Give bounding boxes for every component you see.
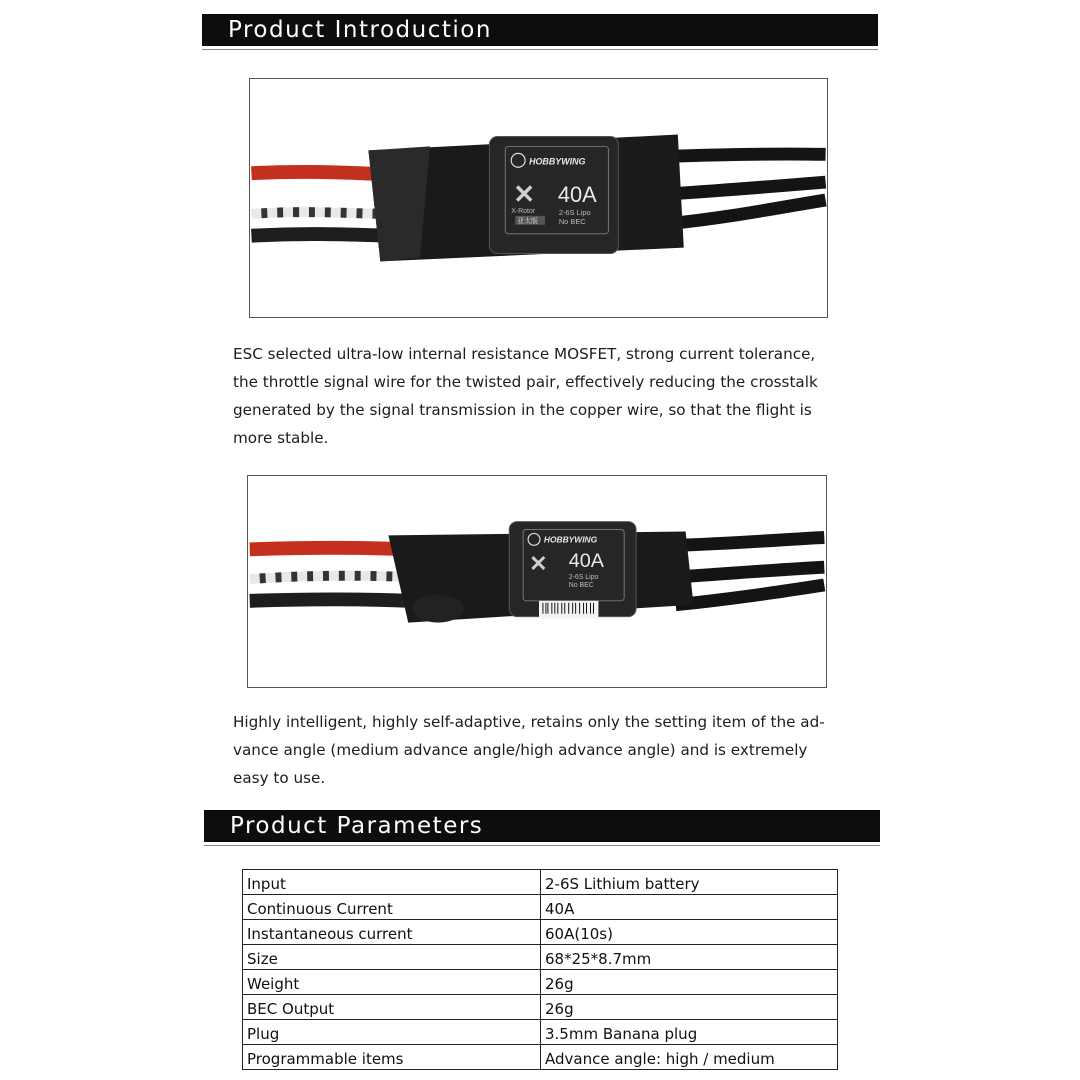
section-header-parameters <box>204 810 880 842</box>
param-key: BEC Output <box>243 995 541 1020</box>
intro-paragraph-2 <box>233 708 853 792</box>
section-title: Product Introduction <box>228 17 492 43</box>
param-value: 2-6S Lithium battery <box>541 870 838 895</box>
product-photo-top <box>249 78 828 318</box>
parameters-table <box>242 869 838 1070</box>
param-key: Continuous Current <box>243 895 541 920</box>
param-key: Programmable items <box>243 1045 541 1070</box>
text-line: vance angle (medium advance angle/high advance angle) and is extremely <box>233 741 808 759</box>
text-line: ESC selected ultra-low internal resistance MOSFET, strong current tolerance, <box>233 345 816 363</box>
text-line: generated by the signal transmission in the copper wire, so that the flight is <box>233 401 812 419</box>
region-tag: 亚太版 <box>517 216 538 225</box>
param-key: Size <box>243 945 541 970</box>
param-value: Advance angle: high / medium <box>541 1045 838 1070</box>
table-row <box>243 945 838 970</box>
intro-paragraph-1 <box>233 340 853 452</box>
text-line: easy to use. <box>233 769 326 787</box>
rating-text-2: 40A <box>568 550 604 573</box>
table-row <box>243 1020 838 1045</box>
svg-text:✕: ✕ <box>529 551 548 577</box>
spec-text-1b: No BEC <box>558 216 586 226</box>
text-line: Highly intelligent, highly self-adaptive, retains only the setting item of the ad- <box>233 713 825 731</box>
param-value: 26g <box>541 995 838 1020</box>
table-row <box>243 1045 838 1070</box>
param-key: Plug <box>243 1020 541 1045</box>
param-key: Instantaneous current <box>243 920 541 945</box>
param-value: 60A(10s) <box>541 920 838 945</box>
rating-text-1: 40A <box>557 181 597 207</box>
text-line: the throttle signal wire for the twisted pair, effectively reducing the crosstalk <box>233 373 818 391</box>
brand-text-1: HOBBYWING <box>529 156 586 167</box>
product-photo-angled <box>247 475 827 688</box>
table-row <box>243 895 838 920</box>
text-line: more stable. <box>233 429 329 447</box>
param-value: 26g <box>541 970 838 995</box>
esc-illustration <box>250 79 827 317</box>
section-header-introduction <box>202 14 878 46</box>
param-value: 68*25*8.7mm <box>541 945 838 970</box>
table-row <box>243 920 838 945</box>
svg-text:✕: ✕ <box>513 180 535 209</box>
esc-illustration <box>248 476 826 687</box>
spec-text-2b: No BEC <box>568 581 594 589</box>
param-value: 40A <box>541 895 838 920</box>
spec-text-1a: 2-6S Lipo <box>558 207 591 217</box>
table-row <box>243 995 838 1020</box>
table-row <box>243 870 838 895</box>
param-key: Input <box>243 870 541 895</box>
param-value: 3.5mm Banana plug <box>541 1020 838 1045</box>
param-key: Weight <box>243 970 541 995</box>
brand-text-2: HOBBYWING <box>543 534 598 545</box>
spec-text-2a: 2-6S Lipo <box>568 574 599 582</box>
section-title: Product Parameters <box>230 813 484 839</box>
table-row <box>243 970 838 995</box>
series-text: X-Rotor <box>511 207 536 215</box>
